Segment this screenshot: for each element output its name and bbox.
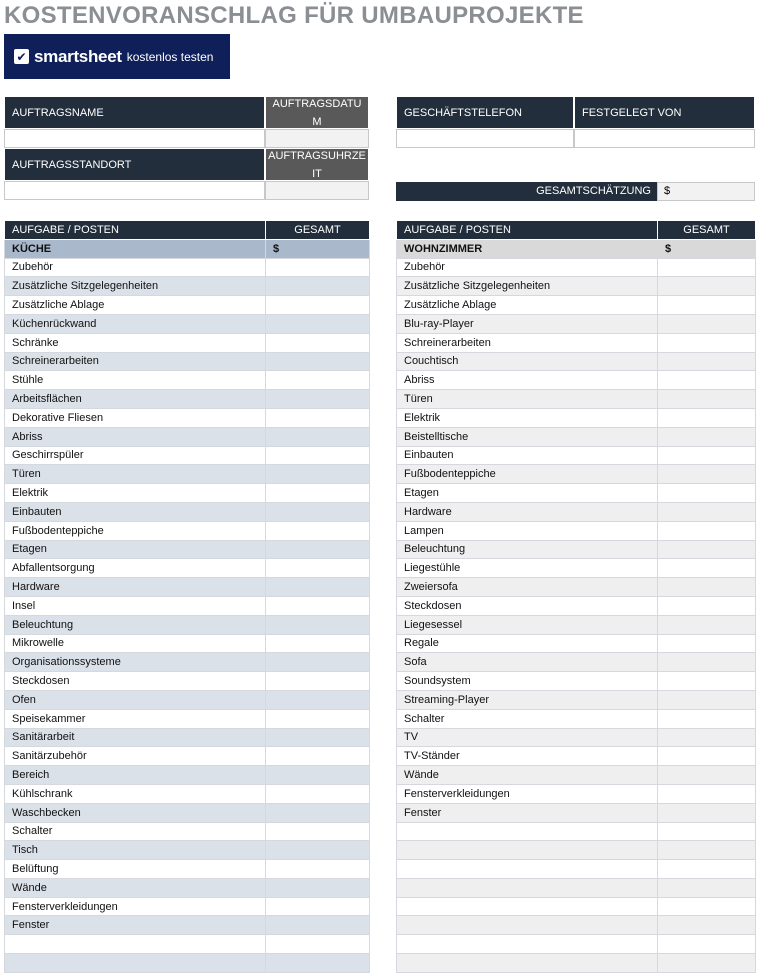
item-label[interactable]: Dekorative Fliesen [5, 408, 266, 427]
item-total-input[interactable] [266, 784, 370, 803]
category-row [5, 239, 370, 258]
item-label[interactable]: Speisekammer [5, 709, 266, 728]
item-label[interactable]: Fußbodenteppiche [5, 521, 266, 540]
auftragsdatum-label: AUFTRAGSDATUM [265, 96, 369, 129]
item-total-input[interactable] [658, 333, 756, 352]
item-total-input[interactable] [658, 540, 756, 559]
item-total-input[interactable] [658, 690, 756, 709]
table-row [397, 465, 756, 484]
table-row [5, 521, 370, 540]
item-label[interactable] [397, 897, 658, 916]
table-row [397, 860, 756, 879]
item-label[interactable]: Beleuchtung [5, 615, 266, 634]
item-total-input[interactable] [658, 408, 756, 427]
item-label[interactable]: Stühle [5, 371, 266, 390]
table-row [397, 672, 756, 691]
item-label[interactable]: Elektrik [397, 408, 658, 427]
item-label[interactable] [397, 916, 658, 935]
table-row [5, 954, 370, 973]
item-total-input[interactable] [266, 352, 370, 371]
item-total-input[interactable] [658, 446, 756, 465]
item-total-input[interactable] [266, 728, 370, 747]
table-row [5, 277, 370, 296]
item-label[interactable]: Soundsystem [397, 672, 658, 691]
table-row [5, 427, 370, 446]
table-row [5, 371, 370, 390]
table-row [397, 634, 756, 653]
logo-brand: smartsheet [34, 46, 122, 66]
table-row [5, 935, 370, 954]
table-row [5, 333, 370, 352]
item-label[interactable]: Liegestühle [397, 559, 658, 578]
table-row [397, 954, 756, 973]
item-total-input[interactable] [658, 559, 756, 578]
table-row [5, 784, 370, 803]
item-label[interactable]: Sanitärarbeit [5, 728, 266, 747]
item-label[interactable]: Hardware [5, 578, 266, 597]
item-label[interactable]: Blu-ray-Player [397, 314, 658, 333]
table-row [5, 690, 370, 709]
table-row [5, 258, 370, 277]
item-label[interactable]: Ofen [5, 690, 266, 709]
item-label[interactable]: Zweiersofa [397, 578, 658, 597]
table-row [5, 822, 370, 841]
item-total-input[interactable] [658, 502, 756, 521]
table-row [5, 634, 370, 653]
table-row [397, 709, 756, 728]
item-total-input[interactable] [658, 766, 756, 785]
item-label[interactable] [5, 935, 266, 954]
item-label[interactable]: Abriss [397, 371, 658, 390]
wohnzimmer-table [396, 220, 756, 973]
table-row [5, 465, 370, 484]
item-label[interactable]: Lampen [397, 521, 658, 540]
item-total-input[interactable] [658, 747, 756, 766]
smartsheet-logo-button[interactable] [4, 34, 230, 79]
table-row [397, 747, 756, 766]
item-total-input[interactable] [266, 615, 370, 634]
item-total-input[interactable] [658, 860, 756, 879]
column-header-total: GESAMT [266, 221, 370, 240]
auftragsuhrzeit-input[interactable] [265, 181, 369, 200]
item-label[interactable]: Couchtisch [397, 352, 658, 371]
logo-cta: kostenlos testen [126, 49, 214, 64]
item-label[interactable]: Sanitärzubehör [5, 747, 266, 766]
item-label[interactable]: TV-Ständer [397, 747, 658, 766]
table-row [5, 296, 370, 315]
table-row [397, 690, 756, 709]
item-label[interactable]: Arbeitsflächen [5, 390, 266, 409]
table-row [5, 540, 370, 559]
item-label[interactable] [397, 822, 658, 841]
table-row [5, 314, 370, 333]
category-label: KÜCHE [5, 239, 266, 258]
table-row [5, 841, 370, 860]
table-row [397, 784, 756, 803]
item-label[interactable]: Organisationssysteme [5, 653, 266, 672]
item-total-input[interactable] [266, 559, 370, 578]
table-row [5, 408, 370, 427]
item-label[interactable]: Zusätzliche Sitzgelegenheiten [5, 277, 266, 296]
table-row [397, 596, 756, 615]
item-label[interactable]: Türen [5, 465, 266, 484]
item-total-input[interactable] [658, 784, 756, 803]
item-label[interactable] [397, 878, 658, 897]
item-total-input[interactable] [266, 916, 370, 935]
table-row [5, 766, 370, 785]
table-row [397, 822, 756, 841]
table-row [397, 296, 756, 315]
item-total-input[interactable] [658, 296, 756, 315]
item-label[interactable]: Liegesessel [397, 615, 658, 634]
item-total-input[interactable] [658, 709, 756, 728]
item-total-input[interactable] [266, 333, 370, 352]
table-row [397, 352, 756, 371]
item-total-input[interactable] [266, 521, 370, 540]
item-label[interactable]: Regale [397, 634, 658, 653]
item-total-input[interactable] [658, 352, 756, 371]
column-header-total: GESAMT [658, 221, 756, 240]
table-row [397, 277, 756, 296]
table-row [397, 371, 756, 390]
table-row [397, 314, 756, 333]
category-total[interactable]: $ [266, 239, 370, 258]
table-row [5, 484, 370, 503]
item-label[interactable]: Küchenrückwand [5, 314, 266, 333]
table-row [397, 766, 756, 785]
item-total-input[interactable] [266, 634, 370, 653]
item-total-input[interactable] [658, 521, 756, 540]
column-header-task: AUFGABE / POSTEN [397, 221, 658, 240]
table-row [397, 446, 756, 465]
item-label[interactable]: Mikrowelle [5, 634, 266, 653]
table-row [397, 559, 756, 578]
item-total-input[interactable] [266, 484, 370, 503]
item-total-input[interactable] [658, 578, 756, 597]
table-row [397, 258, 756, 277]
item-total-input[interactable] [658, 653, 756, 672]
item-label[interactable]: Schreinerarbeiten [5, 352, 266, 371]
table-row [5, 878, 370, 897]
table-row [397, 484, 756, 503]
item-total-input[interactable] [658, 897, 756, 916]
item-label[interactable]: Geschirrspüler [5, 446, 266, 465]
table-row [5, 502, 370, 521]
item-total-input[interactable] [658, 634, 756, 653]
item-label[interactable]: Etagen [5, 540, 266, 559]
kueche-table [4, 220, 370, 973]
item-total-input[interactable] [266, 709, 370, 728]
table-header-row [397, 221, 756, 240]
geschaeftstelefon-label: GESCHÄFTSTELEFON [396, 96, 574, 129]
item-total-input[interactable] [266, 296, 370, 315]
table-row [5, 653, 370, 672]
item-label[interactable]: Zusätzliche Ablage [397, 296, 658, 315]
item-label[interactable]: Schreinerarbeiten [397, 333, 658, 352]
item-label[interactable]: Zubehör [5, 258, 266, 277]
item-total-input[interactable] [266, 390, 370, 409]
item-total-input[interactable] [658, 371, 756, 390]
item-total-input[interactable] [658, 314, 756, 333]
item-label[interactable]: Etagen [397, 484, 658, 503]
item-label[interactable]: Zusätzliche Ablage [5, 296, 266, 315]
item-label[interactable] [397, 860, 658, 879]
item-total-input[interactable] [658, 841, 756, 860]
item-total-input[interactable] [658, 258, 756, 277]
item-total-input[interactable] [266, 803, 370, 822]
table-row [397, 897, 756, 916]
gesamtschaetzung-label: GESAMTSCHÄTZUNG [396, 182, 657, 201]
item-label[interactable]: Wände [5, 878, 266, 897]
item-total-input[interactable] [266, 371, 370, 390]
auftragsstandort-input[interactable] [4, 181, 265, 200]
table-row [5, 446, 370, 465]
table-row [5, 578, 370, 597]
item-label[interactable]: Insel [5, 596, 266, 615]
table-row [397, 390, 756, 409]
item-total-input[interactable] [266, 596, 370, 615]
table-row [397, 540, 756, 559]
item-total-input[interactable] [658, 277, 756, 296]
geschaeftstelefon-input[interactable] [396, 129, 574, 148]
item-total-input[interactable] [266, 258, 370, 277]
table-row [5, 390, 370, 409]
item-label[interactable]: Tisch [5, 841, 266, 860]
item-total-input[interactable] [266, 446, 370, 465]
item-label[interactable]: Beistelltische [397, 427, 658, 446]
item-total-input[interactable] [658, 822, 756, 841]
table-row [397, 427, 756, 446]
item-label[interactable]: Abfallentsorgung [5, 559, 266, 578]
item-total-input[interactable] [266, 465, 370, 484]
table-row [397, 841, 756, 860]
item-total-input[interactable] [266, 672, 370, 691]
item-total-input[interactable] [266, 427, 370, 446]
item-label[interactable]: Beleuchtung [397, 540, 658, 559]
page-title: KOSTENVORANSCHLAG FÜR UMBAUPROJEKTE [4, 2, 584, 29]
item-label[interactable]: Kühlschrank [5, 784, 266, 803]
item-label[interactable]: Fenster [5, 916, 266, 935]
gesamtschaetzung-value[interactable]: $ [657, 182, 755, 201]
item-label[interactable]: Fußbodenteppiche [397, 465, 658, 484]
item-total-input[interactable] [266, 822, 370, 841]
column-header-task: AUFGABE / POSTEN [5, 221, 266, 240]
festgelegt-von-label: FESTGELEGT VON [574, 96, 755, 129]
item-total-input[interactable] [266, 897, 370, 916]
table-header-row [5, 221, 370, 240]
table-row [5, 352, 370, 371]
item-total-input[interactable] [658, 954, 756, 973]
item-label[interactable]: Steckdosen [5, 672, 266, 691]
item-total-input[interactable] [266, 860, 370, 879]
item-label[interactable]: Wände [397, 766, 658, 785]
table-row [5, 728, 370, 747]
table-row [397, 333, 756, 352]
item-total-input[interactable] [266, 277, 370, 296]
checkmark-icon: ✔ [14, 49, 29, 64]
item-total-input[interactable] [266, 878, 370, 897]
item-label[interactable]: Einbauten [397, 446, 658, 465]
table-row [397, 728, 756, 747]
table-row [5, 615, 370, 634]
item-label[interactable]: Elektrik [5, 484, 266, 503]
item-total-input[interactable] [658, 615, 756, 634]
item-label[interactable]: Fenster [397, 803, 658, 822]
item-total-input[interactable] [658, 935, 756, 954]
item-total-input[interactable] [266, 954, 370, 973]
table-row [397, 502, 756, 521]
item-label[interactable]: Schalter [397, 709, 658, 728]
item-label[interactable] [397, 841, 658, 860]
category-total[interactable]: $ [658, 239, 756, 258]
item-total-input[interactable] [658, 728, 756, 747]
item-total-input[interactable] [266, 766, 370, 785]
table-row [5, 747, 370, 766]
table-row [5, 672, 370, 691]
table-row [397, 578, 756, 597]
item-label[interactable]: Streaming-Player [397, 690, 658, 709]
category-label: WOHNZIMMER [397, 239, 658, 258]
table-row [5, 916, 370, 935]
table-row [397, 615, 756, 634]
category-row [397, 239, 756, 258]
auftragsname-label: AUFTRAGSNAME [4, 96, 265, 129]
item-label[interactable]: Einbauten [5, 502, 266, 521]
item-label[interactable]: TV [397, 728, 658, 747]
item-label[interactable]: Fensterverkleidungen [397, 784, 658, 803]
item-total-input[interactable] [658, 596, 756, 615]
item-label[interactable]: Fensterverkleidungen [5, 897, 266, 916]
item-total-input[interactable] [266, 653, 370, 672]
festgelegt-von-input[interactable] [574, 129, 755, 148]
item-total-input[interactable] [266, 578, 370, 597]
item-label[interactable]: Steckdosen [397, 596, 658, 615]
item-total-input[interactable] [266, 747, 370, 766]
auftragsdatum-input[interactable] [265, 129, 369, 148]
auftragsstandort-label: AUFTRAGSSTANDORT [4, 148, 265, 181]
item-total-input[interactable] [266, 935, 370, 954]
item-total-input[interactable] [266, 690, 370, 709]
table-row [5, 559, 370, 578]
table-row [5, 803, 370, 822]
item-total-input[interactable] [266, 314, 370, 333]
auftragsuhrzeit-label: AUFTRAGSUHRZEIT [265, 148, 369, 181]
item-label[interactable]: Hardware [397, 502, 658, 521]
item-label[interactable]: Abriss [5, 427, 266, 446]
auftragsname-input[interactable] [4, 129, 265, 148]
table-row [397, 408, 756, 427]
item-total-input[interactable] [658, 803, 756, 822]
item-label[interactable]: Schalter [5, 822, 266, 841]
item-total-input[interactable] [266, 408, 370, 427]
table-row [5, 897, 370, 916]
item-label[interactable]: Türen [397, 390, 658, 409]
table-row [5, 709, 370, 728]
table-row [5, 860, 370, 879]
item-label[interactable] [5, 954, 266, 973]
table-row [5, 596, 370, 615]
item-total-input[interactable] [266, 841, 370, 860]
item-label[interactable]: Bereich [5, 766, 266, 785]
item-total-input[interactable] [266, 540, 370, 559]
item-total-input[interactable] [658, 484, 756, 503]
item-label[interactable]: Sofa [397, 653, 658, 672]
table-row [397, 803, 756, 822]
item-total-input[interactable] [658, 390, 756, 409]
item-label[interactable]: Belüftung [5, 860, 266, 879]
table-row [397, 653, 756, 672]
item-label[interactable]: Schränke [5, 333, 266, 352]
table-row [397, 916, 756, 935]
item-total-input[interactable] [658, 465, 756, 484]
item-label[interactable]: Zubehör [397, 258, 658, 277]
table-row [397, 521, 756, 540]
item-label[interactable] [397, 954, 658, 973]
item-total-input[interactable] [658, 878, 756, 897]
item-label[interactable]: Waschbecken [5, 803, 266, 822]
item-label[interactable] [397, 935, 658, 954]
item-total-input[interactable] [266, 502, 370, 521]
item-label[interactable]: Zusätzliche Sitzgelegenheiten [397, 277, 658, 296]
table-row [397, 878, 756, 897]
item-total-input[interactable] [658, 427, 756, 446]
item-total-input[interactable] [658, 672, 756, 691]
item-total-input[interactable] [658, 916, 756, 935]
table-row [397, 935, 756, 954]
